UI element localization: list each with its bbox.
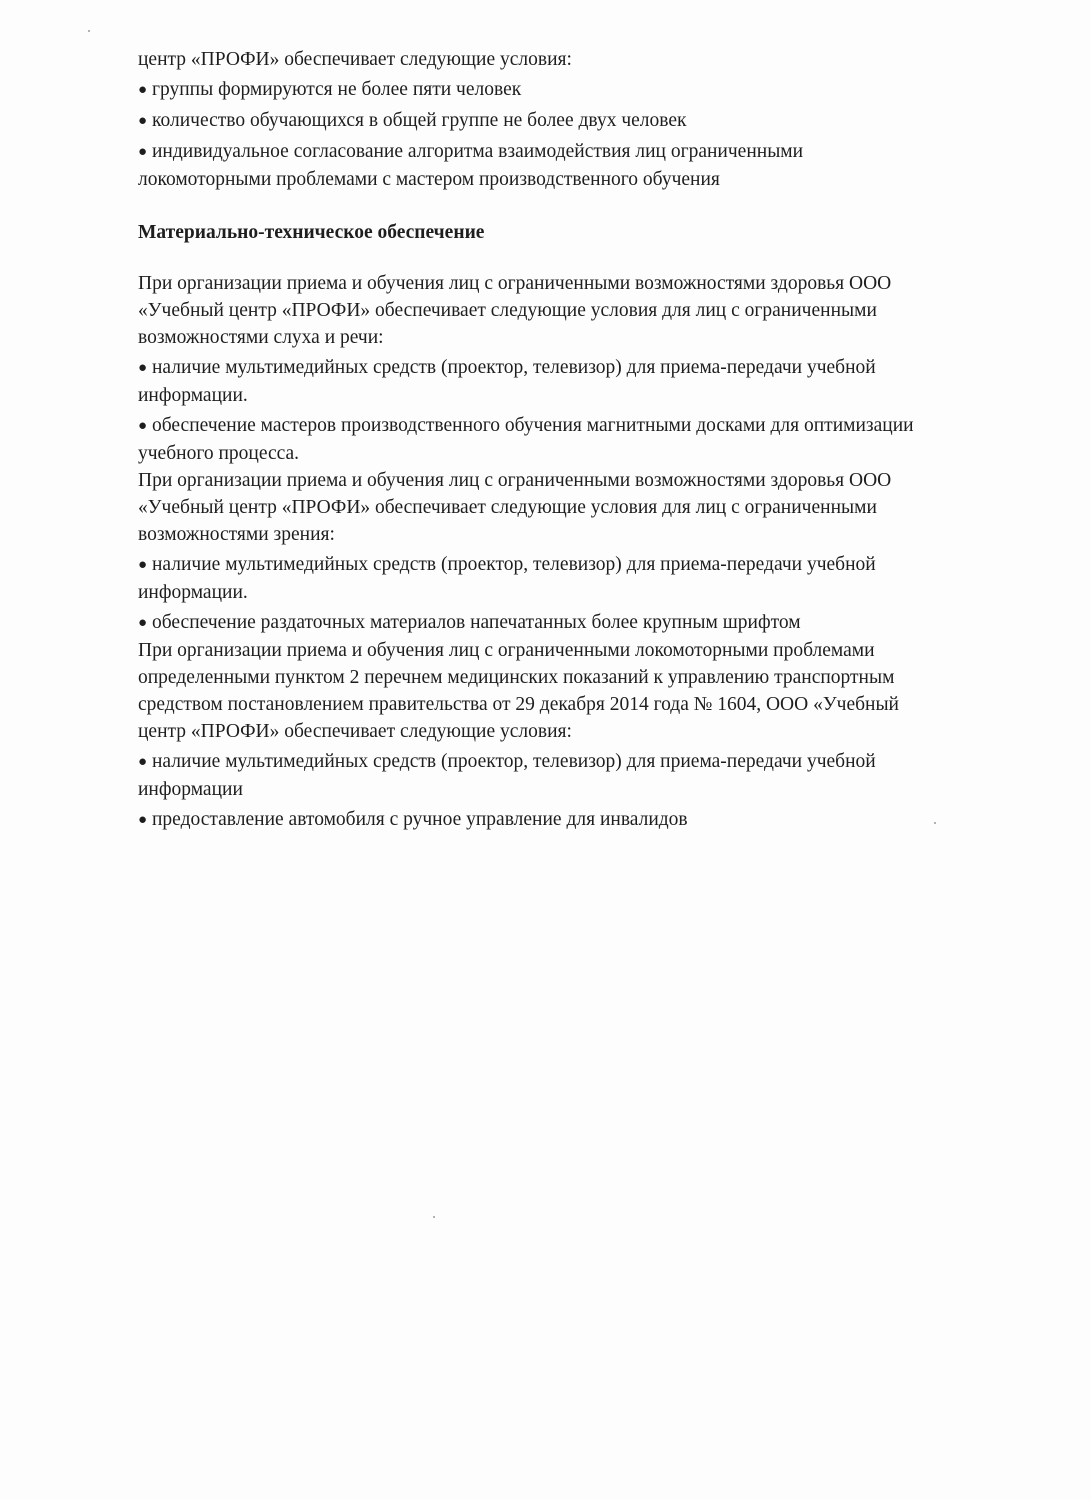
bullet-icon: ● <box>138 144 148 160</box>
list-item <box>138 354 1008 382</box>
list-item-text: обеспечение мастеров производственного обучения магнитными досками для оптимизации <box>152 415 914 436</box>
list-item <box>138 412 1008 440</box>
paragraph-line: средством постановлением правительства от 29 декабря 2014 года № 1604, ООО «Учебный <box>138 694 899 715</box>
list-item-continuation: информации <box>138 779 243 800</box>
paragraph-line: «Учебный центр «ПРОФИ» обеспечивает следующие условия для лиц с ограниченными <box>138 300 877 321</box>
paragraph-line: определенными пунктом 2 перечнем медицинских показаний к управлению транспортным <box>138 667 895 688</box>
list-item-text: наличие мультимедийных средств (проектор, телевизор) для приема-передачи учебной <box>152 357 876 378</box>
paragraph-line: возможностями слуха и речи: <box>138 327 384 348</box>
section-heading: Материально-техническое обеспечение <box>138 222 485 243</box>
list-item-text: группы формируются не более пяти человек <box>152 79 522 100</box>
bullet-icon: ● <box>138 113 148 129</box>
list-item <box>138 609 1008 637</box>
paragraph-line: При организации приема и обучения лиц с ограниченными возможностями здоровья ООО <box>138 273 892 294</box>
list-item <box>138 748 1008 776</box>
scan-speck <box>88 30 90 32</box>
intro-line: центр «ПРОФИ» обеспечивает следующие условия: <box>138 49 572 70</box>
bullet-icon: ● <box>138 754 148 770</box>
bullet-icon: ● <box>138 360 148 376</box>
list-item <box>138 107 1008 135</box>
paragraph-line: При организации приема и обучения лиц с ограниченными локомоторными проблемами <box>138 640 875 661</box>
list-item <box>138 76 1008 104</box>
paragraph-line: возможностями зрения: <box>138 524 335 545</box>
paragraph-line: При организации приема и обучения лиц с ограниченными возможностями здоровья ООО <box>138 470 892 491</box>
bullet-icon: ● <box>138 615 148 631</box>
document-body <box>138 46 1008 834</box>
list-item-text: наличие мультимедийных средств (проектор, телевизор) для приема-передачи учебной <box>152 751 876 772</box>
list-item-continuation: учебного процесса. <box>138 443 300 464</box>
paragraph-line: «Учебный центр «ПРОФИ» обеспечивает следующие условия для лиц с ограниченными <box>138 497 877 518</box>
paragraph-line: центр «ПРОФИ» обеспечивает следующие условия: <box>138 721 572 742</box>
list-item-text: предоставление автомобиля с ручное управление для инвалидов <box>152 809 688 830</box>
list-item <box>138 806 1008 834</box>
list-item-continuation: информации. <box>138 582 248 603</box>
list-item-continuation: информации. <box>138 385 248 406</box>
list-item-text: обеспечение раздаточных материалов напечатанных более крупным шрифтом <box>152 612 801 633</box>
bullet-icon: ● <box>138 82 148 98</box>
bullet-icon: ● <box>138 812 148 828</box>
list-item-text: количество обучающихся в общей группе не более двух человек <box>152 110 687 131</box>
scan-speck <box>433 1216 435 1218</box>
bullet-icon: ● <box>138 557 148 573</box>
list-item-continuation: локомоторными проблемами с мастером производственного обучения <box>138 169 720 190</box>
list-item <box>138 551 1008 579</box>
list-item <box>138 138 1008 166</box>
list-item-text: наличие мультимедийных средств (проектор, телевизор) для приема-передачи учебной <box>152 554 876 575</box>
bullet-icon: ● <box>138 418 148 434</box>
list-item-text: индивидуальное согласование алгоритма взаимодействия лиц ограниченными <box>152 141 804 162</box>
